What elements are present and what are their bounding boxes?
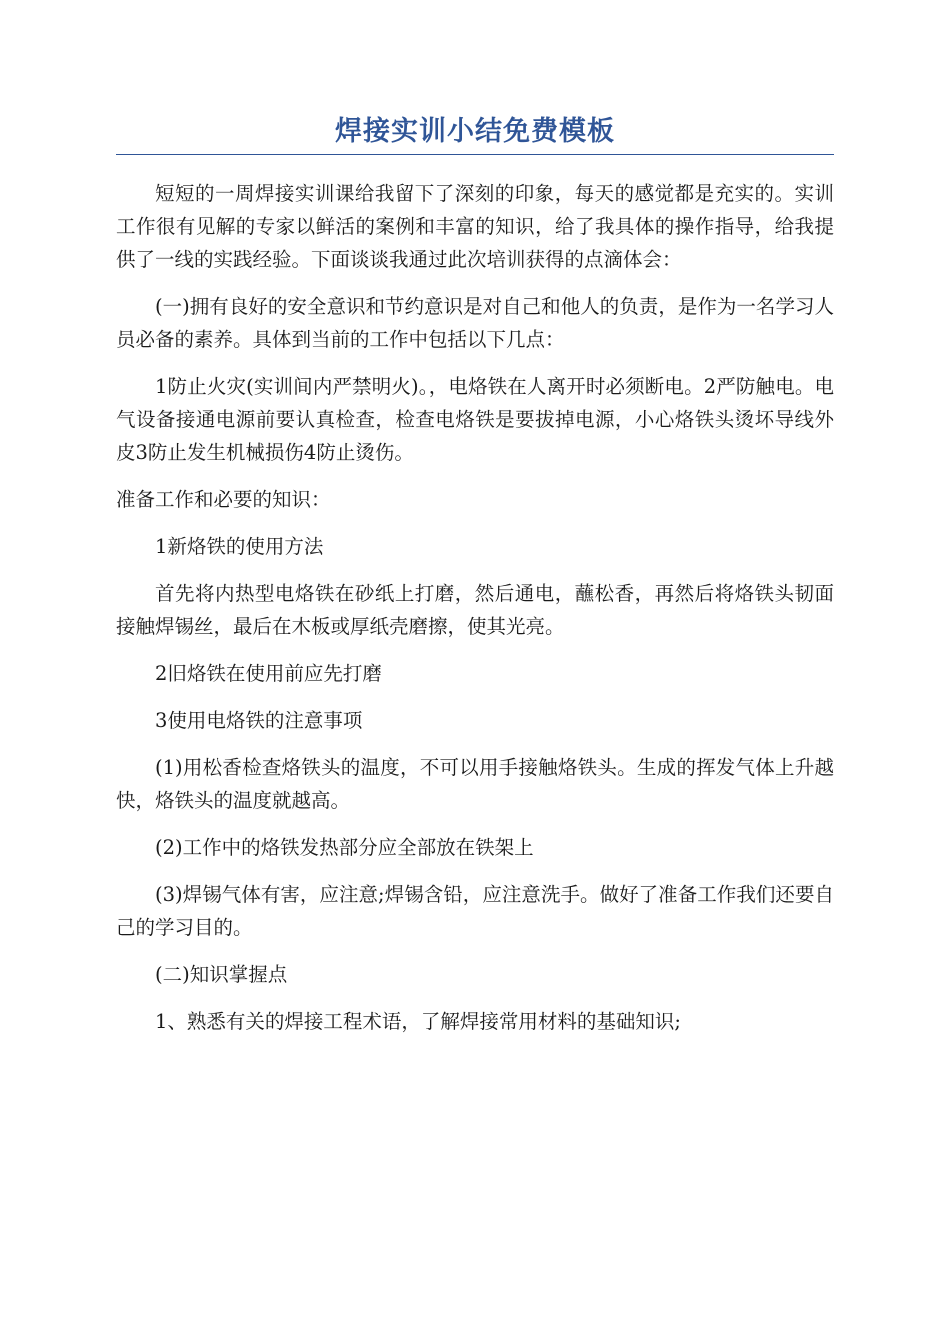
paragraph-precaution-3: (3)焊锡气体有害，应注意;焊锡含铅，应注意洗手。做好了准备工作我们还要自己的学习目的。 bbox=[116, 883, 834, 939]
paragraph-old-iron: 2旧烙铁在使用前应先打磨 bbox=[155, 662, 382, 685]
paragraph-safety-awareness: (一)拥有良好的安全意识和节约意识是对自己和他人的负责，是作为一名学习人员必备的素养。具体到当前的工作中包括以下几点： bbox=[116, 295, 834, 351]
document-title: 焊接实训小结免费模板 bbox=[335, 116, 615, 147]
paragraph-precautions-heading: 3使用电烙铁的注意事项 bbox=[155, 709, 363, 732]
paragraph-new-iron-heading: 1新烙铁的使用方法 bbox=[155, 535, 324, 558]
paragraph-safety-points: 1防止火灾(实训间内严禁明火)。，电烙铁在人离开时必须断电。2严防触电。电气设备接通电源前要认真检查，检查电烙铁是要拔掉电源，小心烙铁头烫坏导线外皮3防止发生机械损伤4防止烫伤。 bbox=[116, 375, 834, 464]
paragraph-knowledge-heading: (二)知识掌握点 bbox=[155, 963, 288, 986]
title-underline bbox=[116, 154, 834, 155]
paragraph-precaution-2: (2)工作中的烙铁发热部分应全部放在铁架上 bbox=[155, 836, 534, 859]
paragraph-preparation-heading: 准备工作和必要的知识： bbox=[116, 488, 331, 511]
paragraph-knowledge-1: 1、熟悉有关的焊接工程术语，了解焊接常用材料的基础知识; bbox=[155, 1010, 681, 1033]
paragraph-precaution-1: (1)用松香检查烙铁头的温度，不可以用手接触烙铁头。生成的挥发气体上升越快，烙铁头的温度就越高。 bbox=[116, 756, 834, 812]
paragraph-intro: 短短的一周焊接实训课给我留下了深刻的印象，每天的感觉都是充实的。实训工作很有见解的专家以鲜活的案例和丰富的知识，给了我具体的操作指导，给我提供了一线的实践经验。下面谈谈我通过此次培训获得的点滴体会： bbox=[116, 182, 834, 271]
paragraph-new-iron-method: 首先将内热型电烙铁在砂纸上打磨，然后通电，蘸松香，再然后将烙铁头韧面接触焊锡丝，最后在木板或厚纸壳磨擦，使其光亮。 bbox=[116, 582, 834, 638]
document-page bbox=[116, 112, 834, 1052]
